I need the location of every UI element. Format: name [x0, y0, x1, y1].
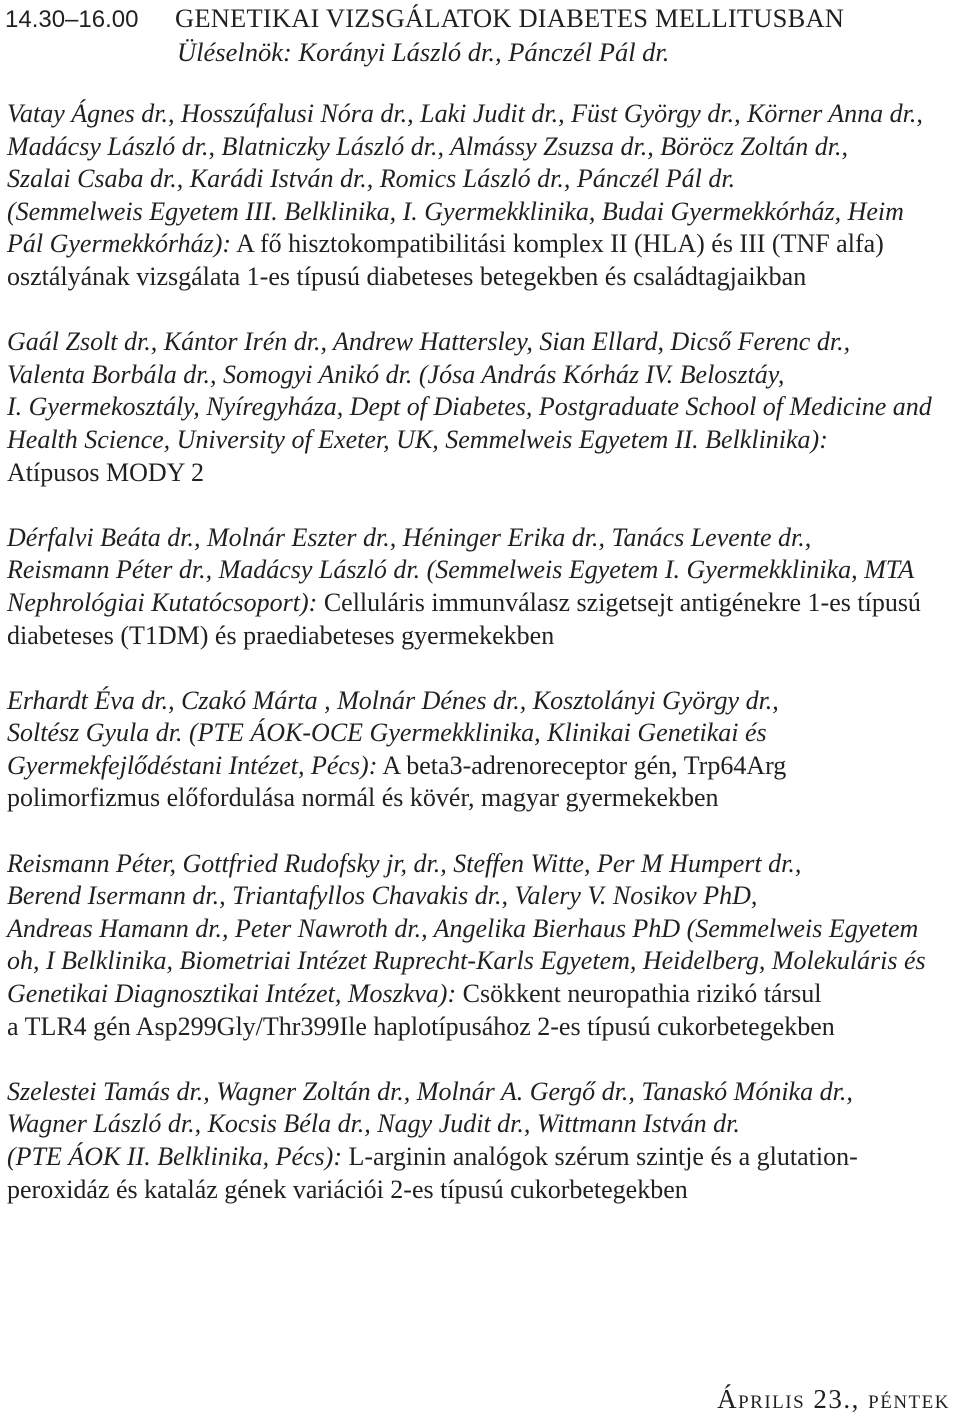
authors-affiliation-text: Dérfalvi Beáta dr., Molnár Eszter dr., Héninger Erika dr., Tanács Levente dr., [7, 522, 812, 552]
session-chairs: Üléselnök: Korányi László dr., Pánczél Pál dr. [177, 37, 670, 67]
authors-affiliation-text: oh, I Belklinika, Biometriai Intézet Ruprecht-Karls Egyetem, Heidelberg, Molekuláris és [7, 946, 926, 976]
authors-affiliation-text: Szalai Csaba dr., Karádi István dr., Romics László dr., Pánczél Pál dr. [7, 164, 736, 194]
authors-affiliation-text: Genetikai Diagnosztikai Intézet, Moszkva): [7, 979, 457, 1009]
abstract-line [7, 163, 957, 196]
authors-affiliation-text: Gyermekfejlődéstani Intézet, Pécs): [7, 750, 378, 780]
session-heading [5, 2, 955, 36]
abstract-title-text: Celluláris immunválasz szigetsejt antigénekre 1-es típusú [317, 587, 921, 617]
page-footer-date: Április 23., péntek [717, 1384, 950, 1414]
abstract-line [7, 848, 957, 881]
authors-affiliation-text: Wagner László dr., Kocsis Béla dr., Nagy Judit dr., Wittmann István dr. [7, 1109, 740, 1139]
authors-affiliation-text: Soltész Gyula dr. (PTE ÁOK-OCE Gyermekklinika, Klinikai Genetikai és [7, 718, 767, 748]
authors-affiliation-text: Szelestei Tamás dr., Wagner Zoltán dr., Molnár A. Gergő dr., Tanaskó Mónika dr., [7, 1076, 853, 1106]
abstract-title-text: polimorfizmus előfordulása normál és kövér, magyar gyermekekben [7, 783, 719, 813]
abstract-line [7, 782, 957, 815]
abstract-line [7, 750, 957, 783]
abstract-line [7, 1141, 957, 1174]
abstract-title-text: a TLR4 gén Asp299Gly/Thr399Ile haplotípusához 2-es típusú cukorbetegekben [7, 1011, 835, 1041]
abstract-line [7, 1174, 957, 1207]
authors-affiliation-text: (Semmelweis Egyetem III. Belklinika, I. Gyermekklinika, Budai Gyermekkórház, Heim [7, 196, 904, 226]
abstract-entry [7, 848, 957, 1044]
abstract-line [7, 196, 957, 229]
abstract-line [7, 1011, 957, 1044]
authors-affiliation-text: Health Science, University of Exeter, UK, Semmelweis Egyetem II. Belklinika): [7, 424, 828, 454]
abstract-line [7, 131, 957, 164]
authors-affiliation-text: Reismann Péter, Gottfried Rudofsky jr, dr., Steffen Witte, Per M Humpert dr., [7, 848, 802, 878]
authors-affiliation-text: Andreas Hamann dr., Peter Nawroth dr., Angelika Bierhaus PhD (Semmelweis Egyetem [7, 913, 919, 943]
abstract-line [7, 554, 957, 587]
abstract-list [7, 98, 957, 1239]
abstract-line [7, 261, 957, 294]
abstract-line [7, 1076, 957, 1109]
authors-affiliation-text: I. Gyermekosztály, Nyíregyháza, Dept of Diabetes, Postgraduate School of Medicine and [7, 392, 932, 422]
abstract-line [7, 326, 957, 359]
abstract-entry [7, 522, 957, 652]
abstract-line [7, 228, 957, 261]
abstract-line [7, 98, 957, 131]
abstract-title-text: A fő hisztokompatibilitási komplex II (HLA) és III (TNF alfa) [231, 229, 884, 259]
abstract-title-text: Atípusos MODY 2 [7, 457, 204, 487]
abstract-line [7, 587, 957, 620]
abstract-line [7, 978, 957, 1011]
authors-affiliation-text: Erhardt Éva dr., Czakó Márta , Molnár Dénes dr., Kosztolányi György dr., [7, 685, 779, 715]
authors-affiliation-text: Berend Isermann dr., Triantafyllos Chavakis dr., Valery V. Nosikov PhD, [7, 881, 758, 911]
session-header [5, 2, 955, 68]
abstract-line [7, 685, 957, 718]
authors-affiliation-text: (PTE ÁOK II. Belklinika, Pécs): [7, 1142, 342, 1171]
abstract-line [7, 913, 957, 946]
abstract-title-text: diabeteses (T1DM) és praediabeteses gyermekekben [7, 620, 555, 650]
abstract-line [7, 620, 957, 653]
authors-affiliation-text: Reismann Péter dr., Madácsy László dr. (Semmelweis Egyetem I. Gyermekklinika, MTA [7, 555, 915, 585]
abstract-line [7, 424, 957, 457]
abstract-line [7, 1108, 957, 1141]
abstract-title-text: Csökkent neuropathia rizikó társul [456, 979, 822, 1009]
authors-affiliation-text: Vatay Ágnes dr., Hosszúfalusi Nóra dr., Laki Judit dr., Füst György dr., Körner Anna dr., [7, 99, 923, 128]
abstract-entry [7, 98, 957, 294]
abstract-line [7, 880, 957, 913]
abstract-title-text: A beta3-adrenoreceptor gén, Trp64Arg [377, 750, 787, 780]
abstract-line [7, 945, 957, 978]
abstract-title-text: L-arginin analógok szérum szintje és a glutation- [342, 1142, 858, 1171]
abstract-line [7, 391, 957, 424]
session-time: 14.30–16.00 [5, 6, 139, 33]
abstract-entry [7, 326, 957, 489]
abstract-title-text: peroxidáz és kataláz gének variációi 2-es típusú cukorbetegekben [7, 1174, 688, 1204]
abstract-line [7, 359, 957, 392]
abstract-line [7, 522, 957, 555]
authors-affiliation-text: Pál Gyermekkórház): [7, 229, 232, 259]
authors-affiliation-text: Gaál Zsolt dr., Kántor Irén dr., Andrew Hattersley, Sian Ellard, Dicső Ferenc dr., [7, 327, 851, 357]
session-title: GENETIKAI VIZSGÁLATOK DIABETES MELLITUSBAN [175, 3, 845, 33]
abstract-entry [7, 1076, 957, 1206]
authors-affiliation-text: Madácsy László dr., Blatniczky László dr., Almássy Zsuzsa dr., Böröcz Zoltán dr., [7, 131, 849, 161]
abstract-title-text: osztályának vizsgálata 1-es típusú diabeteses betegekben és családtagjaikban [7, 261, 807, 291]
abstract-line [7, 717, 957, 750]
abstract-entry [7, 685, 957, 815]
authors-affiliation-text: Valenta Borbála dr., Somogyi Anikó dr. (Jósa András Kórház IV. Belosztáy, [7, 359, 785, 389]
authors-affiliation-text: Nephrológiai Kutatócsoport): [7, 587, 318, 617]
abstract-line [7, 457, 957, 490]
